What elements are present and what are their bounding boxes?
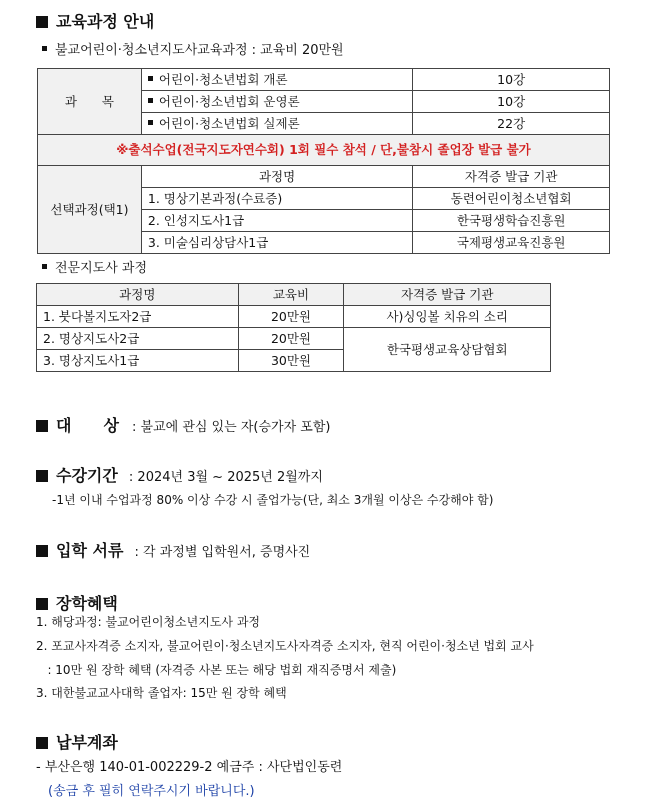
bullet-icon [148, 98, 153, 103]
course-table [37, 68, 610, 254]
table-row [38, 69, 610, 91]
course-subtitle: 불교어린이·청소년지도사교육과정 : 교육비 20만원 [42, 39, 344, 58]
table-row [38, 166, 610, 188]
course-heading: 교육과정 안내 [36, 9, 154, 32]
bullet-icon [148, 76, 153, 81]
expert-table [36, 283, 551, 372]
target-section: 대 상 : 불교에 관심 있는 자(승가자 포함) [36, 413, 330, 436]
square-bullet-icon [36, 598, 48, 610]
attendance-notice: ※출석수업(전국지도자연수회) 1회 필수 참석 / 단,불참시 졸업장 발급 불가 [38, 135, 610, 166]
elective-label: 선택과정(택1) [38, 166, 142, 254]
table-row [37, 328, 551, 350]
elective-header: 과정명 [141, 166, 412, 188]
elective-name: 2. 인성지도사1급 [141, 210, 412, 232]
elective-name: 3. 미술심리상담사1급 [141, 232, 412, 254]
payment-note: (송금 후 필히 연락주시기 바랍니다.) [48, 784, 255, 799]
scholar-item: 1. 해당과정: 불교어린이청소년지도사 과정 [36, 615, 261, 629]
square-bullet-icon [36, 420, 48, 432]
table-row [37, 306, 551, 328]
elective-org: 한국평생학습진흥원 [413, 210, 610, 232]
square-bullet-icon [36, 545, 48, 557]
scholar-item: : 10만 원 장학 혜택 (자격증 사본 또는 해당 법회 재직증명서 제출) [36, 663, 397, 677]
scholar-section: 장학혜택 [36, 591, 118, 614]
elective-header: 자격증 발급 기관 [413, 166, 610, 188]
expert-fee: 20만원 [238, 306, 344, 328]
table-row [38, 135, 610, 166]
table-row [37, 284, 551, 306]
scholar-item: 2. 포교사자격증 소지자, 불교어린이·청소년지도사자격증 소지자, 현직 어린이·청소년 법회 교사 [36, 639, 534, 653]
subject-count: 10강 [413, 69, 610, 91]
payment-account: - 부산은행 140-01-002229-2 예금주 : 사단법인동련 [36, 760, 343, 775]
expert-header: 교육비 [238, 284, 344, 306]
subject-count: 10강 [413, 91, 610, 113]
expert-name: 2. 명상지도사2급 [37, 328, 239, 350]
expert-shared-org: 한국평생교육상담협회 [344, 328, 551, 372]
square-bullet-icon [36, 737, 48, 749]
bullet-icon [42, 46, 47, 51]
expert-name: 1. 붓다볼지도자2급 [37, 306, 239, 328]
period-note: -1년 이내 수업과정 80% 이상 수강 시 졸업가능(단, 최소 3개월 이상은 수강해야 함) [52, 493, 494, 507]
expert-name: 3. 명상지도사1급 [37, 350, 239, 372]
subject-name: 어린이·청소년법회 개론 [141, 69, 412, 91]
expert-fee: 30만원 [238, 350, 344, 372]
expert-fee: 20만원 [238, 328, 344, 350]
subject-name: 어린이·청소년법회 실제론 [141, 113, 412, 135]
docs-section: 입학 서류 : 각 과정별 입학원서, 증명사진 [36, 538, 310, 561]
period-section: 수강기간 : 2024년 3월 ~ 2025년 2월까지 [36, 463, 323, 486]
expert-header: 과정명 [37, 284, 239, 306]
expert-title: 전문지도사 과정 [42, 257, 147, 276]
square-bullet-icon [36, 16, 48, 28]
subject-name: 어린이·청소년법회 운영론 [141, 91, 412, 113]
elective-name: 1. 명상기본과정(수료증) [141, 188, 412, 210]
elective-org: 동련어린이청소년협회 [413, 188, 610, 210]
scholar-item: 3. 대한불교교사대학 졸업자: 15만 원 장학 혜택 [36, 686, 287, 700]
expert-org: 사)싱잉볼 치유의 소리 [344, 306, 551, 328]
bullet-icon [148, 120, 153, 125]
expert-header: 자격증 발급 기관 [344, 284, 551, 306]
subjects-label: 과 목 [38, 69, 142, 135]
payment-section: 납부계좌 [36, 730, 118, 753]
elective-org: 국제평생교육진흥원 [413, 232, 610, 254]
bullet-icon [42, 264, 47, 269]
subject-count: 22강 [413, 113, 610, 135]
square-bullet-icon [36, 470, 48, 482]
